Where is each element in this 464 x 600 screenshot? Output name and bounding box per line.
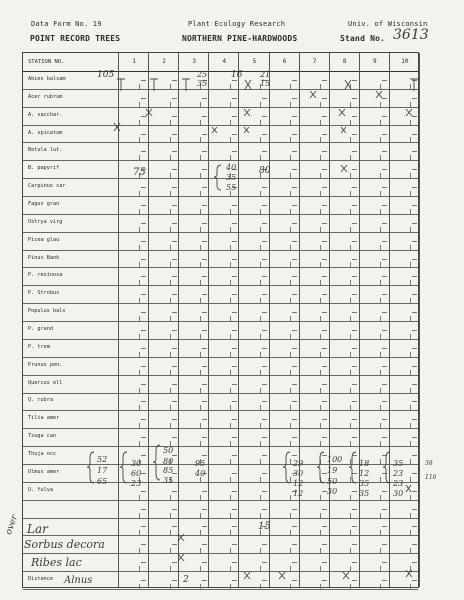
- hw-tally-value: 35: [359, 479, 370, 488]
- hw-bpap-2: 75: [133, 167, 146, 178]
- distance-label: Distance: [28, 576, 53, 583]
- hw-tally-value: 18: [359, 459, 370, 468]
- x-mark: [146, 109, 152, 116]
- hw-tally-value: 80: [163, 457, 174, 466]
- species-label: B. papyrif: [28, 165, 60, 172]
- brace-mark: [283, 452, 290, 483]
- x-mark: [345, 80, 351, 89]
- x-mark: [244, 572, 250, 579]
- species-label: Betula lut.: [28, 147, 63, 154]
- x-mark: [244, 109, 250, 116]
- station-number: 5: [252, 58, 257, 65]
- station-number: 6: [282, 58, 287, 65]
- hw-bpap-5b: 35: [226, 173, 237, 182]
- tally-mark: [117, 79, 125, 91]
- station-number: 9: [372, 58, 377, 65]
- tally-mark: [150, 79, 158, 91]
- tally-mark: [410, 79, 418, 91]
- species-label: Prunus pen.: [28, 361, 63, 368]
- hw-tally-value: 85: [163, 466, 174, 475]
- hw-tally-value: 35: [393, 459, 404, 468]
- hw-tally-value: 30: [293, 469, 304, 478]
- hw-tally-value: 12: [293, 479, 304, 488]
- hw-tally-value: 29: [293, 459, 304, 468]
- species-label: Abies balsam: [28, 75, 66, 82]
- hw-tally-value: 23: [131, 479, 142, 488]
- x-mark: [343, 572, 349, 579]
- hw-abies-6b: 15: [260, 79, 271, 88]
- x-mark: [339, 109, 345, 116]
- species-label: Q. rubra: [28, 397, 53, 404]
- hw-tally-value: 12: [359, 469, 370, 478]
- species-label: Picea glau: [28, 236, 60, 243]
- species-label: A. sacchar.: [28, 111, 63, 118]
- hw-margin-right-2: 116: [425, 474, 437, 481]
- x-mark: [341, 165, 347, 172]
- hw-tally-value: 30: [393, 489, 404, 498]
- hw-tally-value: 95: [195, 459, 206, 468]
- hw-row-sorbus: Sorbus decora: [24, 538, 105, 551]
- hw-tally-value: 30: [131, 459, 142, 468]
- species-label: Ostrya virg: [28, 218, 63, 225]
- hw-tally-value: 60: [131, 469, 142, 478]
- station-number: 8: [342, 58, 347, 65]
- hw-bpap-6: 80: [259, 166, 271, 176]
- hw-bpap-5c: 55: [226, 183, 237, 192]
- species-label: Populus bals: [28, 308, 66, 315]
- brace-mark: [317, 452, 324, 483]
- station-number: 7: [312, 58, 317, 65]
- species-label: Pinus Bank: [28, 254, 60, 261]
- brace-mark: [383, 452, 390, 483]
- species-label: P. trem: [28, 343, 50, 350]
- hw-margin-right-1: 38: [425, 460, 433, 467]
- species-label: P. resinosa: [28, 272, 63, 279]
- station-number: 2: [162, 58, 166, 65]
- stand-label: Stand No.: [340, 34, 386, 43]
- x-mark: [406, 485, 411, 492]
- hw-abies-4a: 25: [197, 70, 208, 79]
- species-label: Carpinus car: [28, 183, 66, 190]
- species-label: Fagus gran: [28, 200, 60, 207]
- species-label: P. grand: [28, 325, 53, 332]
- station-header: STATION NO.: [28, 59, 65, 65]
- hw-tally-value: 19: [327, 466, 338, 475]
- hw-tally-value: 23: [393, 479, 404, 488]
- x-mark: [310, 91, 316, 98]
- station-number: 1: [132, 58, 136, 65]
- forest-type: NORTHERN PINE-HARDWOODS: [182, 34, 298, 43]
- x-mark: [279, 572, 285, 579]
- hw-row-ribes: Ribes lac: [31, 556, 82, 569]
- brace-mark: [153, 445, 160, 480]
- hw-tally-value: 65: [97, 477, 108, 486]
- hw-abies-4b: 35: [197, 79, 208, 88]
- x-mark: [406, 570, 412, 577]
- form-title: POINT RECORD TREES: [30, 34, 121, 43]
- brace-mark: [214, 165, 221, 190]
- brace-mark: [349, 452, 356, 483]
- hw-abies-6a: 21: [260, 70, 271, 79]
- x-mark: [341, 127, 346, 133]
- hw-tally-value: 23: [393, 469, 404, 478]
- species-label: Quercus ell: [28, 379, 63, 386]
- tally-mark: [182, 79, 190, 91]
- station-number: 4: [222, 58, 227, 65]
- hw-tally-value: 17: [97, 466, 108, 475]
- hw-tally-value: 40: [195, 469, 206, 478]
- brace-mark: [120, 452, 127, 483]
- hw-tally-value: 30: [327, 487, 338, 496]
- species-label: P. Strobus: [28, 290, 60, 297]
- hw-abies-1: 105: [97, 70, 115, 80]
- species-label: Acer rubrum: [28, 93, 63, 100]
- species-label: Ulmus amer: [28, 468, 60, 475]
- hw-tally-value: 50: [163, 446, 174, 455]
- form-number: Data Form No. 19: [31, 20, 102, 28]
- hw-distance-4: 2: [183, 575, 189, 585]
- species-label: U. fulva: [28, 486, 53, 493]
- hw-tally-value: 12: [293, 489, 304, 498]
- x-mark: [244, 127, 249, 133]
- x-mark: [178, 534, 184, 541]
- hw-ufulva-6: 15: [258, 521, 271, 532]
- x-mark: [245, 80, 251, 89]
- species-label: Tilia amer: [28, 415, 60, 422]
- x-mark: [114, 123, 120, 131]
- x-mark: [212, 127, 217, 133]
- hw-row-alnus: Alnus: [64, 575, 93, 586]
- hw-abies-5: 16: [231, 70, 243, 80]
- hw-tally-value: 52: [97, 455, 108, 464]
- hw-tally-value: 35: [359, 489, 370, 498]
- hw-margin-left: over: [3, 513, 21, 537]
- brace-mark: [87, 452, 94, 483]
- hw-bpap-5a: 40: [226, 163, 237, 172]
- species-label: Thuja occ: [28, 451, 57, 458]
- station-number: 3: [192, 58, 196, 65]
- stand-number: 3613: [393, 27, 429, 43]
- hw-tally-value: 100: [327, 455, 343, 464]
- x-mark: [406, 109, 412, 116]
- organization: Plant Ecology Research: [188, 20, 286, 28]
- station-number: 10: [401, 58, 409, 65]
- x-mark: [178, 554, 184, 561]
- hw-row-lar: Lar: [27, 522, 48, 536]
- species-label: A. spicatum: [28, 129, 63, 136]
- hw-tally-value: 50: [327, 477, 338, 486]
- species-label: Tsuga can: [28, 433, 57, 440]
- x-mark: [376, 91, 382, 98]
- university: Univ. of Wisconsin: [348, 20, 428, 28]
- hw-tally-value: 35: [163, 476, 174, 485]
